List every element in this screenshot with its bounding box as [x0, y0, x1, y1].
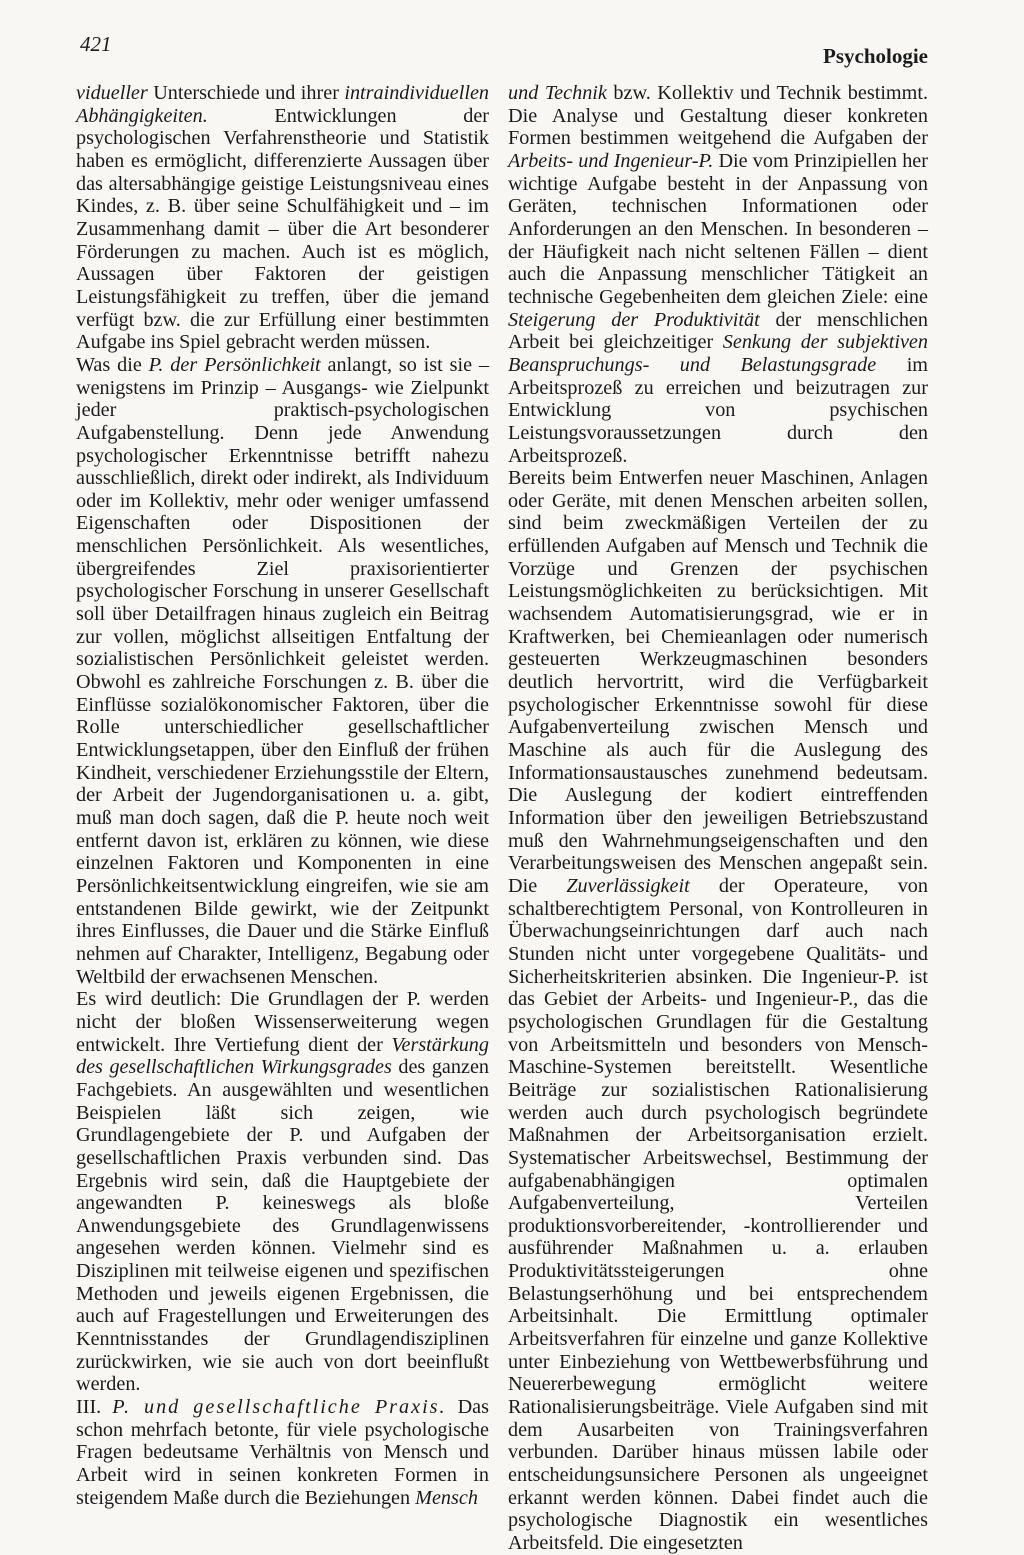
emphasis: Mensch: [415, 1486, 478, 1509]
running-head: Psychologie: [823, 44, 928, 68]
emphasis: Verstärkung des gesellschaftlichen Wirkungsgrades: [76, 1033, 489, 1079]
text-run: im Arbeitsprozeß zu erreichen und beizutragen zur Entwicklung von psychischen Leistungsvoraussetzungen durch den Arbeitsprozeß.: [508, 353, 928, 467]
text-run: der Operateure, von schaltberechtigtem Personal, von Kontrolleuren in Überwachungseinrichtungen darf auch nach Stunden nicht unter vorgegebene Qualitäts- und Sicherheitskriterien absinken. Die Ingenieur-P. ist das Gebiet der Arbeits- und Ingenieur-P., das die psychologischen Grundlagen für die Gestaltung von Arbeitsmitteln und besonders von Mensch-Maschine-Systemen bereitstellt. Wesentliche Beiträge zur sozialistischen Rationalisierung werden auch durch psychologisch begründete Maßnahmen der Arbeitsorganisation erzielt. Systematischer Arbeitswechsel, Bestimmung der aufgabenabhängigen optimalen Aufgabenverteilung, Verteilen produktionsvorbereitender, -kontrollierender und ausführender Maßnahmen u. a. erlauben Produktivitätssteigerungen ohne Belastungserhöhung und bei entsprechendem Arbeitsinhalt. Die Ermittlung optimaler Arbeitsverfahren für einzelne und ganze Kollektive unter Einbeziehung von Wettbewerbsführung und Neuererbewegung ermöglicht weitere Rationalisierungsbeiträge. Viele Aufgaben sind mit dem Ausarbeiten von Trainingsverfahren verbunden. Darüber hinaus müssen labile oder entscheidungsunsichere Personen als ungeeignet erkannt werden können. Dabei findet auch die psychologische Diagnostik ein wesentliches Arbeitsfeld. Die eingesetzten: [508, 874, 928, 1554]
paragraph: [508, 467, 928, 1555]
paragraph: [76, 988, 489, 1396]
section-heading: P. und gesellschaftliche Praxis.: [112, 1396, 447, 1419]
emphasis: P. der Persönlichkeit: [148, 353, 321, 376]
text-run: Was die: [76, 353, 149, 376]
text-run: Es wird deutlich: Die Grundlagen der P. werden nicht der bloßen Wissenserweiterung wegen entwickelt. Ihre Vertiefung dient der: [76, 988, 489, 1056]
paragraph: [76, 82, 489, 354]
text-run: bzw. Kollektiv und Technik bestimmt. Die Analyse und Gestaltung dieser konkreten Formen bestimmen weitgehend die Aufgaben der: [508, 82, 928, 150]
emphasis: vidueller: [76, 82, 148, 104]
page-number: 421: [80, 32, 112, 56]
section-number: III.: [76, 1396, 113, 1419]
right-column: [508, 82, 928, 1555]
text-run: Die vom Prinzipiellen her wichtige Aufgabe besteht in der Anpassung von Geräten, technischen Informationen oder Anforderungen an den Menschen. In besonderen – der Häufigkeit nach nicht seltenen Fällen – dient auch die Anpassung menschlicher Tätigkeit an technische Gegebenheiten dem gleichen Ziele: eine: [508, 149, 928, 308]
left-column: [76, 82, 489, 1509]
emphasis: Arbeits- und Ingenieur-P.: [508, 149, 714, 172]
paragraph: [76, 354, 489, 988]
emphasis: Steigerung der Produktivität: [508, 308, 760, 331]
emphasis: Zuverlässigkeit: [566, 874, 690, 897]
text-run: der menschlichen Arbeit bei gleichzeitiger: [508, 308, 928, 354]
emphasis: intraindividuellen Abhängigkeiten.: [76, 82, 489, 127]
text-run: des ganzen Fachgebiets. An ausgewählten und wesentlichen Beispielen läßt sich zeigen, wie Grundlagengebiete der P. und Aufgaben der gesellschaftlichen Praxis verbunden sind. Das Ergebnis wird sein, daß die Hauptgebiete der angewandten P. keineswegs als bloße Anwendungsgebiete des Grundlagenwissens angesehen werden können. Vielmehr sind es Disziplinen mit teilweise eigenen und spezifischen Methoden und jeweils eigenen Ergebnissen, die auch auf Fragestellungen und Erweiterungen des Kenntnisstandes der Grundlagendisziplinen zurückwirken, wie sie auch von dort beeinflußt werden.: [76, 1056, 489, 1396]
text-run: Unterschiede und ihrer: [147, 82, 345, 104]
emphasis: und Technik: [508, 82, 607, 104]
text-run: Entwicklungen der psychologischen Verfahrenstheorie und Statistik haben es ermöglicht, differenzierte Aussagen über das altersabhängige geistige Leistungsniveau eines Kindes, z. B. über seine Schulfähigkeit und – im Zusammenhang damit – über die Art besonderer Förderungen zu machen. Auch ist es möglich, Aussagen über Faktoren der geistigen Leistungsfähigkeit zu treffen, über die jemand verfügt bzw. die zur Erfüllung einer bestimmten Aufgabe ins Spiel gebracht werden müssen.: [76, 104, 489, 354]
paragraph: [76, 1396, 489, 1509]
text-run: Das schon mehrfach betonte, für viele psychologische Fragen bedeutsame Verhältnis von Mensch und Arbeit wird in seinen konkreten Formen in steigendem Maße durch die Beziehungen: [76, 1396, 489, 1509]
emphasis: Senkung der subjektiven Beanspruchungs- und Belastungsgrade: [508, 331, 928, 376]
text-run: anlangt, so ist sie – wenigstens im Prinzip – Ausgangs- wie Zielpunkt jeder praktisch-psychologischen Aufgabenstellung. Denn jede Anwendung psychologischer Erkenntnisse betrifft nahezu ausschließlich, direkt oder indirekt, als Individuum oder im Kollektiv, mehr oder weniger umfassend Eigenschaften oder Dispositionen der menschlichen Persönlichkeit. Als wesentliches, übergreifendes Ziel praxisorientierter psychologischer Forschung in unserer Gesellschaft soll über Detailfragen hinaus zugleich ein Beitrag zur vollen, möglichst allseitigen Entfaltung der sozialistischen Persönlichkeit geleistet werden. Obwohl es zahlreiche Forschungen z. B. über die Einflüsse sozialökonomischer Faktoren, über die Rolle unterschiedlicher gesellschaftlicher Entwicklungsetappen, über den Einfluß der frühen Kindheit, verschiedener Erziehungsstile der Eltern, der Arbeit der Jugendorganisationen u. a. gibt, muß man doch sagen, daß die P. heute noch weit entfernt davon ist, erklären zu können, wie diese einzelnen Faktoren und Komponenten in eine Persönlichkeitsentwicklung eingreifen, wie sie am entstandenen Bilde gewirkt, wie der Zeitpunkt ihres Einflusses, die Dauer und die Stärke Einfluß nehmen auf Charakter, Intelligenz, Begabung oder Weltbild der erwachsenen Menschen.: [76, 353, 489, 988]
text-run: Bereits beim Entwerfen neuer Maschinen, Anlagen oder Geräte, mit denen Menschen arbeiten sollen, sind beim zweckmäßigen Verteilen der zu erfüllenden Aufgaben auf Mensch und Technik die Vorzüge und Grenzen der psychischen Leistungsmöglichkeiten zu berücksichtigen. Mit wachsendem Automatisierungsgrad, wie er in Kraftwerken, bei Chemieanlagen oder numerisch gesteuerten Werkzeugmaschinen besonders deutlich hervortritt, wird die Verfügbarkeit psychologischer Erkenntnisse sowohl für diese Aufgabenverteilung zwischen Mensch und Maschine als auch für die Auslegung des Informationsaustausches zunehmend bedeutsam. Die Auslegung der kodiert eintreffenden Information über den jeweiligen Betriebszustand muß den Wahrnehmungseigenschaften und den Verarbeitungsweisen des Menschen angepaßt sein. Die: [508, 467, 928, 897]
paragraph: [508, 82, 928, 467]
